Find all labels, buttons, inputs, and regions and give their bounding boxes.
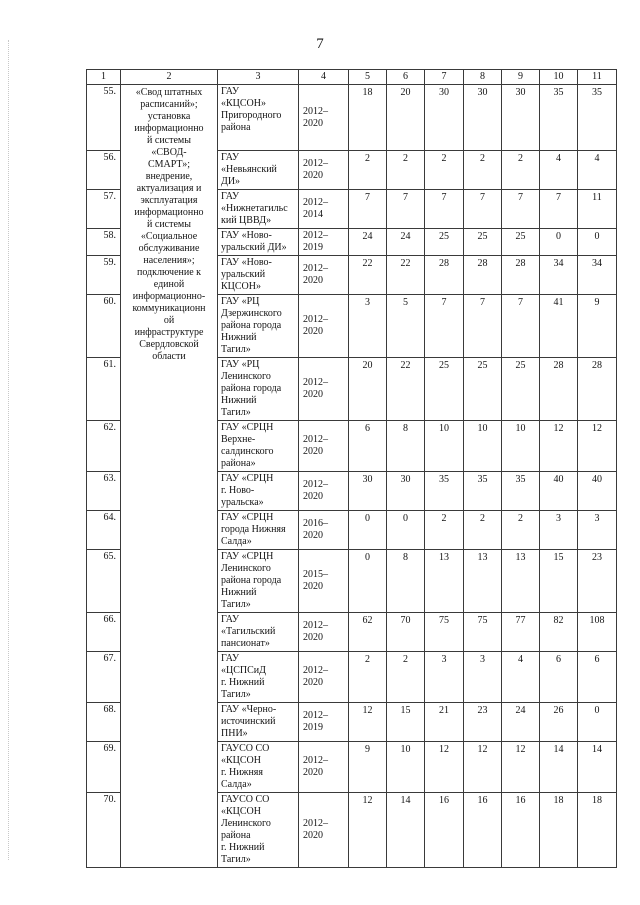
- organization-line: района: [221, 122, 251, 133]
- organization-line: района»: [221, 458, 256, 469]
- description-line: «Социальное: [140, 231, 198, 242]
- row-number: 56.: [87, 151, 121, 190]
- organization-line: ГАУ: [221, 191, 240, 202]
- organization-name: [218, 550, 299, 613]
- description-line: инфраструктуре: [134, 327, 204, 338]
- value-cell: 14: [578, 742, 617, 793]
- value-cell: 24: [349, 229, 387, 256]
- header-cell: 7: [425, 70, 464, 85]
- header-cell: 9: [502, 70, 540, 85]
- organization-line: Нижний: [221, 395, 257, 406]
- period-line: 2014: [303, 209, 323, 220]
- organization-line: ГАУ «РЦ: [221, 296, 260, 307]
- value-cell: 10: [425, 421, 464, 472]
- row-number: 66.: [87, 613, 121, 652]
- value-cell: 82: [540, 613, 578, 652]
- value-cell: 23: [464, 703, 502, 742]
- value-cell: 13: [464, 550, 502, 613]
- description-line: подключение к: [136, 267, 202, 278]
- period-line: 2012–: [303, 158, 328, 169]
- period-line: 2020: [303, 326, 323, 337]
- period-line: 2012–: [303, 314, 328, 325]
- value-cell: 2: [464, 151, 502, 190]
- organization-name: [218, 85, 299, 151]
- value-cell: 7: [425, 190, 464, 229]
- organization-line: ГАУ «СРЦН: [221, 473, 274, 484]
- organization-line: ГАУ: [221, 152, 240, 163]
- value-cell: 22: [387, 256, 425, 295]
- organization-line: города Нижняя: [221, 524, 286, 535]
- organization-line: Тагил»: [221, 344, 251, 355]
- value-cell: 7: [464, 190, 502, 229]
- value-cell: 12: [578, 421, 617, 472]
- row-number: 65.: [87, 550, 121, 613]
- organization-name: [218, 793, 299, 868]
- description-line: СМАРТ»;: [147, 159, 191, 170]
- organization-line: Ленинского: [221, 563, 271, 574]
- value-cell: 9: [578, 295, 617, 358]
- period: [299, 421, 349, 472]
- organization-line: «ЦСПСиД: [221, 665, 266, 676]
- period: [299, 742, 349, 793]
- value-cell: 70: [387, 613, 425, 652]
- period: [299, 85, 349, 151]
- period-line: 2020: [303, 767, 323, 778]
- value-cell: 3: [349, 295, 387, 358]
- value-cell: 12: [540, 421, 578, 472]
- value-cell: 0: [578, 229, 617, 256]
- header-cell: 8: [464, 70, 502, 85]
- period-line: 2012–: [303, 755, 328, 766]
- row-number: 63.: [87, 472, 121, 511]
- organization-line: Салда»: [221, 536, 252, 547]
- value-cell: 2: [425, 511, 464, 550]
- header-cell: 1: [87, 70, 121, 85]
- description-line: установка: [147, 111, 191, 122]
- value-cell: 21: [425, 703, 464, 742]
- description-line: единой: [153, 279, 185, 290]
- period-line: 2012–: [303, 230, 328, 241]
- value-cell: 77: [502, 613, 540, 652]
- value-cell: 28: [502, 256, 540, 295]
- value-cell: 40: [540, 472, 578, 511]
- value-cell: 3: [540, 511, 578, 550]
- measure-description: [121, 85, 218, 868]
- description-line: «СВОД-: [151, 147, 187, 158]
- value-cell: 34: [540, 256, 578, 295]
- value-cell: 22: [387, 358, 425, 421]
- value-cell: 18: [349, 85, 387, 151]
- organization-name: [218, 703, 299, 742]
- row-number: 69.: [87, 742, 121, 793]
- period: [299, 190, 349, 229]
- period-line: 2020: [303, 491, 323, 502]
- value-cell: 13: [502, 550, 540, 613]
- value-cell: 2: [502, 151, 540, 190]
- value-cell: 16: [502, 793, 540, 868]
- row-number: 58.: [87, 229, 121, 256]
- description-line: обслуживание: [138, 243, 200, 254]
- value-cell: 75: [464, 613, 502, 652]
- period-line: 2012–: [303, 197, 328, 208]
- period-line: 2012–: [303, 434, 328, 445]
- value-cell: 12: [502, 742, 540, 793]
- value-cell: 3: [425, 652, 464, 703]
- value-cell: 35: [578, 85, 617, 151]
- value-cell: 28: [578, 358, 617, 421]
- value-cell: 30: [425, 85, 464, 151]
- value-cell: 6: [540, 652, 578, 703]
- organization-line: Ленинского: [221, 818, 271, 829]
- organization-line: ГАУ «Ново-: [221, 257, 272, 268]
- value-cell: 23: [578, 550, 617, 613]
- description-line: внедрение,: [145, 171, 193, 182]
- value-cell: 16: [425, 793, 464, 868]
- period: [299, 295, 349, 358]
- period-line: 2020: [303, 830, 323, 841]
- value-cell: 30: [387, 472, 425, 511]
- period: [299, 472, 349, 511]
- period-line: 2020: [303, 581, 323, 592]
- value-cell: 12: [349, 793, 387, 868]
- organization-line: Салда»: [221, 779, 252, 790]
- organization-line: г. Ново-: [221, 485, 255, 496]
- row-number: 70.: [87, 793, 121, 868]
- period: [299, 652, 349, 703]
- organization-line: ДИ»: [221, 176, 241, 187]
- value-cell: 22: [349, 256, 387, 295]
- value-cell: 2: [349, 652, 387, 703]
- value-cell: 18: [540, 793, 578, 868]
- organization-line: уральский ДИ»: [221, 242, 287, 253]
- row-number: 62.: [87, 421, 121, 472]
- value-cell: 10: [464, 421, 502, 472]
- organization-line: Нижний: [221, 332, 257, 343]
- description-line: актуализация и: [136, 183, 202, 194]
- scan-margin-dots: [8, 40, 13, 860]
- period: [299, 550, 349, 613]
- period-line: 2020: [303, 677, 323, 688]
- organization-line: ГАУ «СРЦН: [221, 422, 274, 433]
- description-line: й системы: [147, 135, 191, 146]
- organization-name: [218, 511, 299, 550]
- value-cell: 41: [540, 295, 578, 358]
- organization-line: ГАУ: [221, 86, 240, 97]
- period-line: 2012–: [303, 479, 328, 490]
- period-line: 2020: [303, 446, 323, 457]
- header-cell: 3: [218, 70, 299, 85]
- organization-name: [218, 151, 299, 190]
- organization-line: «Тагильский: [221, 626, 276, 637]
- period-line: 2012–: [303, 263, 328, 274]
- period: [299, 793, 349, 868]
- value-cell: 0: [578, 703, 617, 742]
- value-cell: 25: [425, 229, 464, 256]
- organization-line: источинский: [221, 716, 276, 727]
- period: [299, 703, 349, 742]
- table-header-row: [87, 70, 617, 85]
- value-cell: 12: [464, 742, 502, 793]
- value-cell: 4: [502, 652, 540, 703]
- row-number: 67.: [87, 652, 121, 703]
- period-line: 2019: [303, 722, 323, 733]
- organization-name: [218, 295, 299, 358]
- row-number: 60.: [87, 295, 121, 358]
- organization-line: «КЦСОН»: [221, 98, 267, 109]
- value-cell: 35: [502, 472, 540, 511]
- value-cell: 7: [464, 295, 502, 358]
- value-cell: 7: [540, 190, 578, 229]
- value-cell: 8: [387, 421, 425, 472]
- row-number: 61.: [87, 358, 121, 421]
- value-cell: 6: [578, 652, 617, 703]
- page-number: 7: [316, 36, 324, 52]
- organization-name: [218, 652, 299, 703]
- data-table: [86, 69, 617, 868]
- value-cell: 12: [349, 703, 387, 742]
- description-line: «Свод штатных: [135, 87, 203, 98]
- value-cell: 7: [387, 190, 425, 229]
- organization-line: Тагил»: [221, 599, 251, 610]
- value-cell: 10: [387, 742, 425, 793]
- period: [299, 358, 349, 421]
- value-cell: 11: [578, 190, 617, 229]
- value-cell: 15: [387, 703, 425, 742]
- value-cell: 62: [349, 613, 387, 652]
- description-line: информационно-: [132, 291, 206, 302]
- row-number: 59.: [87, 256, 121, 295]
- value-cell: 14: [387, 793, 425, 868]
- organization-line: ГАУ «Ново-: [221, 230, 272, 241]
- value-cell: 30: [502, 85, 540, 151]
- value-cell: 7: [349, 190, 387, 229]
- value-cell: 7: [425, 295, 464, 358]
- header-cell: 10: [540, 70, 578, 85]
- header-cell: 2: [121, 70, 218, 85]
- organization-line: ГАУ: [221, 653, 240, 664]
- organization-line: «Невьянский: [221, 164, 277, 175]
- value-cell: 30: [349, 472, 387, 511]
- organization-line: уральска»: [221, 497, 264, 508]
- organization-line: салдинского: [221, 446, 274, 457]
- organization-name: [218, 256, 299, 295]
- period-line: 2020: [303, 389, 323, 400]
- value-cell: 35: [540, 85, 578, 151]
- organization-line: пансионат»: [221, 638, 270, 649]
- description-line: ой: [163, 315, 175, 326]
- value-cell: 18: [578, 793, 617, 868]
- description-line: Свердловской: [139, 339, 199, 350]
- value-cell: 13: [425, 550, 464, 613]
- organization-name: [218, 358, 299, 421]
- organization-line: Тагил»: [221, 407, 251, 418]
- organization-name: [218, 229, 299, 256]
- description-line: коммуникационн: [132, 303, 206, 314]
- period: [299, 229, 349, 256]
- value-cell: 30: [464, 85, 502, 151]
- organization-line: «КЦСОН: [221, 806, 262, 817]
- value-cell: 28: [540, 358, 578, 421]
- organization-line: Верхне-: [221, 434, 256, 445]
- value-cell: 35: [464, 472, 502, 511]
- period: [299, 256, 349, 295]
- value-cell: 4: [540, 151, 578, 190]
- row-number: 55.: [87, 85, 121, 151]
- table-body: [87, 70, 617, 868]
- period: [299, 151, 349, 190]
- organization-line: Ленинского: [221, 371, 271, 382]
- header-cell: 6: [387, 70, 425, 85]
- organization-line: ГАУ «РЦ: [221, 359, 260, 370]
- organization-line: г. Нижняя: [221, 767, 264, 778]
- period-line: 2015–: [303, 569, 328, 580]
- period-line: 2012–: [303, 710, 328, 721]
- value-cell: 34: [578, 256, 617, 295]
- period: [299, 511, 349, 550]
- value-cell: 28: [425, 256, 464, 295]
- value-cell: 40: [578, 472, 617, 511]
- organization-line: района: [221, 830, 251, 841]
- value-cell: 0: [349, 511, 387, 550]
- value-cell: 0: [387, 511, 425, 550]
- header-cell: 5: [349, 70, 387, 85]
- value-cell: 0: [540, 229, 578, 256]
- value-cell: 26: [540, 703, 578, 742]
- value-cell: 6: [349, 421, 387, 472]
- period: [299, 613, 349, 652]
- organization-line: ГАУ: [221, 614, 240, 625]
- period-line: 2012–: [303, 105, 328, 117]
- value-cell: 7: [502, 190, 540, 229]
- value-cell: 25: [425, 358, 464, 421]
- row-number: 64.: [87, 511, 121, 550]
- organization-name: [218, 742, 299, 793]
- organization-line: кий ЦВВД»: [221, 215, 272, 226]
- organization-line: Дзержинского: [221, 308, 282, 319]
- organization-line: ГАУСО СО: [221, 743, 270, 754]
- value-cell: 7: [502, 295, 540, 358]
- organization-name: [218, 472, 299, 511]
- period-line: 2016–: [303, 518, 328, 529]
- organization-line: уральский: [221, 269, 266, 280]
- value-cell: 14: [540, 742, 578, 793]
- period-line: 2020: [303, 530, 323, 541]
- value-cell: 3: [464, 652, 502, 703]
- period-line: 2012–: [303, 620, 328, 631]
- organization-line: г. Нижний: [221, 677, 265, 688]
- organization-line: ПНИ»: [221, 728, 248, 739]
- period-line: 2020: [303, 632, 323, 643]
- description-line: информационно: [134, 123, 204, 134]
- organization-line: района города: [221, 383, 282, 394]
- value-cell: 24: [502, 703, 540, 742]
- value-cell: 0: [349, 550, 387, 613]
- period-line: 2012–: [303, 377, 328, 388]
- value-cell: 5: [387, 295, 425, 358]
- organization-line: района города: [221, 320, 282, 331]
- description-line: й системы: [147, 219, 191, 230]
- organization-line: района города: [221, 575, 282, 586]
- value-cell: 24: [387, 229, 425, 256]
- value-cell: 3: [578, 511, 617, 550]
- value-cell: 10: [502, 421, 540, 472]
- period-line: 2020: [303, 170, 323, 181]
- value-cell: 15: [540, 550, 578, 613]
- value-cell: 2: [349, 151, 387, 190]
- organization-line: г. Нижний: [221, 842, 265, 853]
- period-line: 2020: [303, 275, 323, 286]
- description-line: области: [152, 351, 186, 362]
- value-cell: 25: [502, 358, 540, 421]
- value-cell: 108: [578, 613, 617, 652]
- organization-line: Тагил»: [221, 689, 251, 700]
- value-cell: 25: [464, 358, 502, 421]
- value-cell: 20: [387, 85, 425, 151]
- value-cell: 2: [387, 151, 425, 190]
- value-cell: 16: [464, 793, 502, 868]
- value-cell: 2: [425, 151, 464, 190]
- period-line: 2012–: [303, 665, 328, 676]
- value-cell: 2: [502, 511, 540, 550]
- organization-name: [218, 190, 299, 229]
- value-cell: 28: [464, 256, 502, 295]
- organization-line: «КЦСОН: [221, 755, 262, 766]
- period-line: 2012–: [303, 818, 328, 829]
- organization-line: ГАУ «СРЦН: [221, 551, 274, 562]
- description-line: населения»;: [143, 255, 195, 266]
- header-cell: 11: [578, 70, 617, 85]
- value-cell: 8: [387, 550, 425, 613]
- organization-line: Тагил»: [221, 854, 251, 865]
- value-cell: 75: [425, 613, 464, 652]
- period-line: 2020: [303, 117, 323, 129]
- organization-line: Пригородного: [221, 110, 282, 121]
- organization-line: ГАУ «СРЦН: [221, 512, 274, 523]
- value-cell: 25: [464, 229, 502, 256]
- organization-line: «Нижнетагильс: [221, 203, 288, 214]
- organization-line: ГАУ «Черно-: [221, 704, 277, 715]
- organization-name: [218, 421, 299, 472]
- value-cell: 20: [349, 358, 387, 421]
- period-line: 2019: [303, 242, 323, 253]
- value-cell: 2: [387, 652, 425, 703]
- organization-line: ГАУСО СО: [221, 794, 270, 805]
- value-cell: 12: [425, 742, 464, 793]
- row-number: 68.: [87, 703, 121, 742]
- table-row: [87, 85, 617, 151]
- organization-line: КЦСОН»: [221, 281, 262, 292]
- value-cell: 9: [349, 742, 387, 793]
- description-line: расписаний»;: [140, 99, 198, 110]
- organization-line: Нижний: [221, 587, 257, 598]
- header-cell: 4: [299, 70, 349, 85]
- description-line: информационно: [134, 207, 204, 218]
- description-line: эксплуатация: [140, 195, 198, 206]
- value-cell: 4: [578, 151, 617, 190]
- organization-name: [218, 613, 299, 652]
- value-cell: 35: [425, 472, 464, 511]
- value-cell: 25: [502, 229, 540, 256]
- value-cell: 2: [464, 511, 502, 550]
- row-number: 57.: [87, 190, 121, 229]
